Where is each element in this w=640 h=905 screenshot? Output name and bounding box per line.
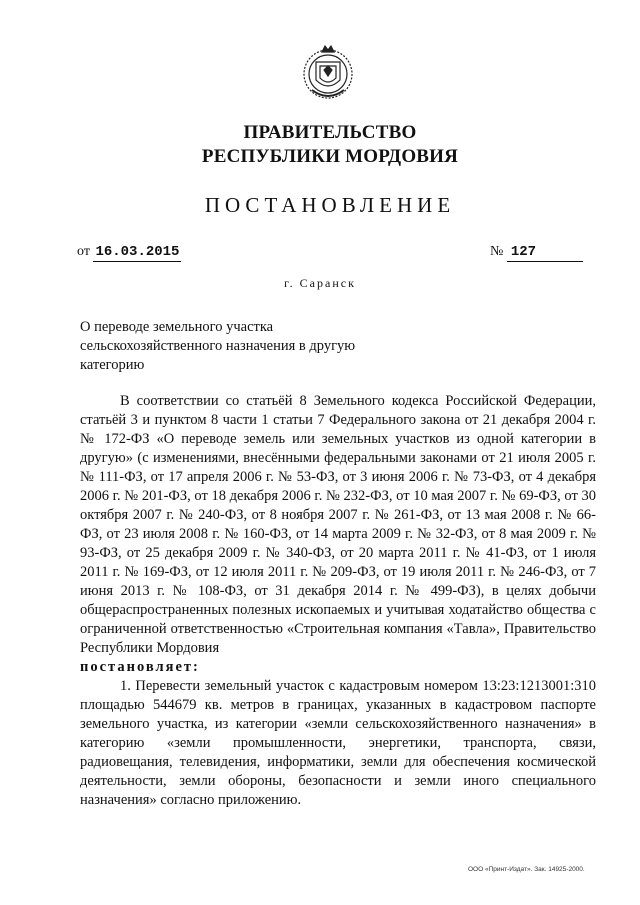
date-value: 16.03.2015 [95, 244, 180, 260]
government-title [160, 121, 500, 169]
number-field [490, 244, 583, 262]
date-prefix: от [77, 244, 90, 259]
date-field [77, 244, 181, 262]
city-line: г. Саранск [284, 276, 356, 290]
coat-of-arms-icon [298, 38, 358, 108]
number-prefix: № [490, 244, 504, 259]
document-body [80, 392, 596, 810]
printer-footer: ООО «Принт-Издат». Зак. 14925-2000. [468, 866, 585, 873]
government-title-line2: РЕСПУБЛИКИ МОРДОВИЯ [201, 146, 459, 167]
government-title-line1: ПРАВИТЕЛЬСТВО [243, 122, 417, 143]
number-value: 127 [507, 244, 583, 262]
body-item-1: 1. Перевести земельный участок с кадастровым номером 13:23:1213001:310 площадью 544679 кв. метров в границах, указанных в кадастровом паспорте земельного участка, из категории «земли сельскохозяйственного назначения» в категорию «земли промышленности, энергетики, транспорта, связи, радиовещания, телевидения, информатики, земли для обеспечения космической деятельности, земли обороны, безопасности и земли иного специального назначения» согласно приложению. [80, 678, 596, 808]
document-type-title: ПОСТАНОВЛЕНИЕ [204, 193, 456, 217]
body-intro-paragraph [80, 392, 596, 658]
body-intro-text: В соответствии со статьёй 8 Земельного кодекса Российской Федерации, статьёй 3 и пунктом 8 части 1 статьи 7 Федерального закона от 21 декабря 2004 г. № 172-ФЗ «О переводе земель или земельных участков из одной категории в другую» (с изменениями, внесёнными федеральными законами от 21 июля 2005 г. № 111-ФЗ, от 17 апреля 2006 г. № 53-ФЗ, от 3 июня 2006 г. № 73-ФЗ, от 4 декабря 2006 г. № 201-ФЗ, от 18 декабря 2006 г. № 232-ФЗ, от 10 мая 2007 г. № 69-ФЗ, от 30 октября 2007 г. № 240-ФЗ, от 8 ноября 2007 г. № 261-ФЗ, от 13 мая 2008 г. № 66-ФЗ, от 23 июля 2008 г. № 160-ФЗ, от 14 марта 2009 г. № 32-ФЗ, от 8 мая 2009 г. № 93-ФЗ, от 25 декабря 2009 г. № 340-ФЗ, от 20 марта 2011 г. № 41-ФЗ, от 1 июля 2011 г. № 169-ФЗ, от 12 июля 2011 г. № 209-ФЗ, от 19 июля 2011 г. № 246-ФЗ, от 7 июня 2013 г. № 108-ФЗ, от 31 декабря 2014 г. № 499-ФЗ), в целях добычи общераспространенных полезных ископаемых и учитывая ходатайство общества с ограниченной ответственностью «Строительная компания «Тавла», Правительство Республики Мордовия [80, 393, 596, 656]
resolution-verb: постановляет: [80, 659, 200, 675]
document-subject: О переводе земельного участка сельскохозяйственного назначения в другую категорию [80, 319, 356, 373]
